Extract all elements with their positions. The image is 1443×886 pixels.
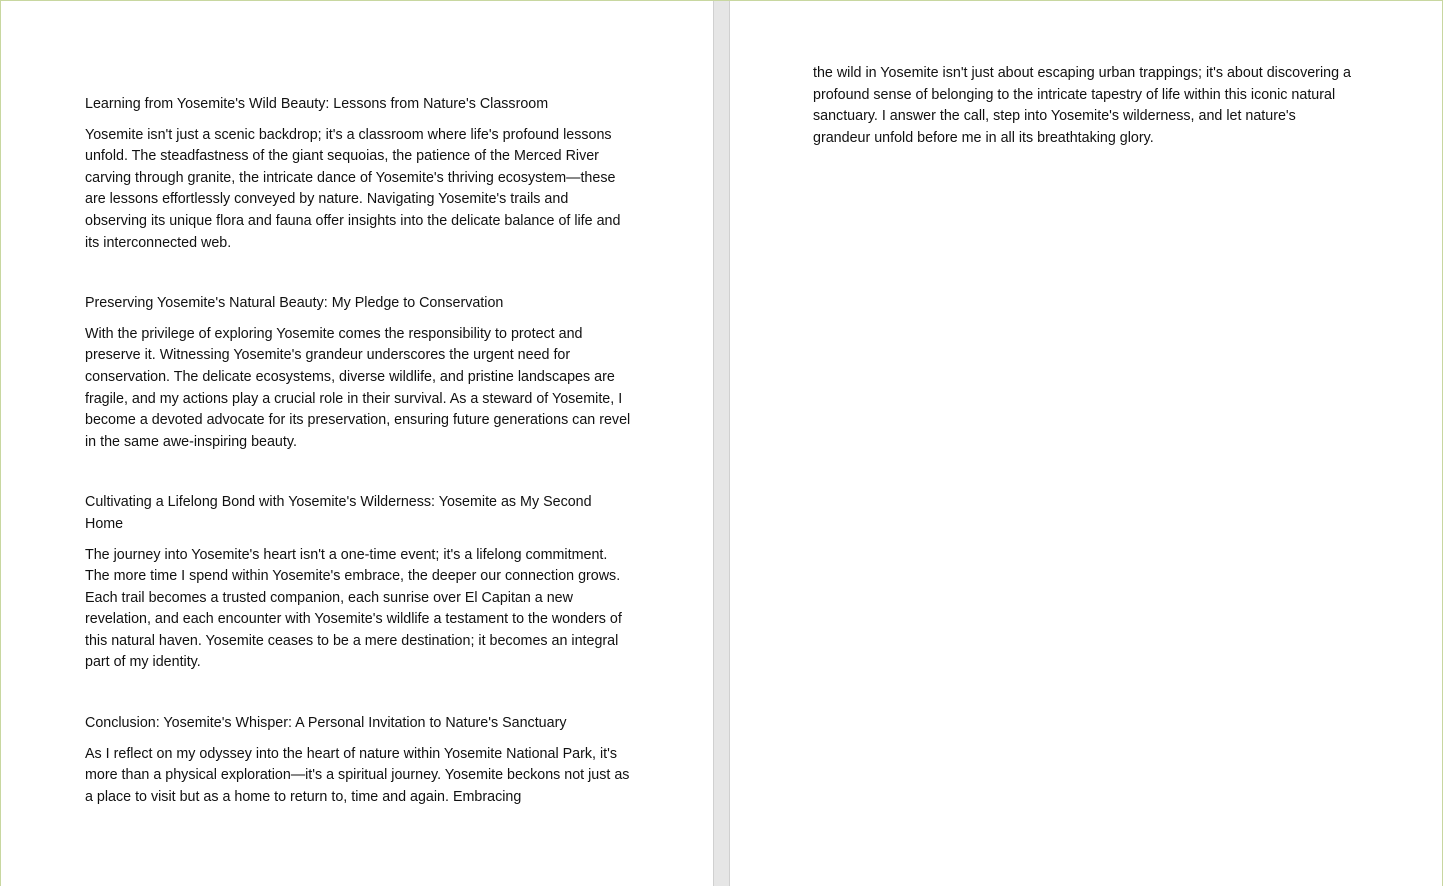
- section-heading: Cultivating a Lifelong Bond with Yosemite's Wilderness: Yosemite as My Second Home: [85, 494, 592, 532]
- section-cultivating: [85, 492, 633, 674]
- section-body: Yosemite isn't just a scenic backdrop; it's a classroom where life's profound lessons unfold. The steadfastness of the giant sequoias, the patience of the Merced River carving through granite, the intricate dance of Yosemite's thriving ecosystem—these are lessons effortlessly conveyed by nature. Navigating Yosemite's trails and observing its unique flora and fauna offer insights into the delicate balance of life and its interconnected web.: [85, 126, 621, 251]
- continuation-paragraph: the wild in Yosemite isn't just about escaping urban trappings; it's about discovering a profound sense of belonging to the intricate tapestry of life within this iconic natural sanctuary. I answer the call, step into Yosemite's wilderness, and let nature's grandeur unfold before me in all its breathtaking glory.: [813, 65, 1351, 146]
- section-body: With the privilege of exploring Yosemite comes the responsibility to protect and preserve it. Witnessing Yosemite's grandeur underscores the urgent need for conservation. The delicate ecosystems, diverse wildlife, and pristine landscapes are fragile, and my actions play a crucial role in their survival. As a steward of Yosemite, I become a devoted advocate for its preservation, ensuring future generations can revel in the same awe-inspiring beauty.: [85, 325, 631, 450]
- section-heading: Conclusion: Yosemite's Whisper: A Personal Invitation to Nature's Sanctuary: [85, 715, 567, 732]
- section-learning: [85, 94, 633, 254]
- section-body: The journey into Yosemite's heart isn't a one-time event; it's a lifelong commitment. The more time I spend within Yosemite's embrace, the deeper our connection grows. Each trail becomes a trusted companion, each sunrise over El Capitan a new revelation, and each encounter with Yosemite's wildlife a testament to the wonders of this natural haven. Yosemite ceases to be a mere destination; it becomes an integral part of my identity.: [85, 546, 622, 671]
- section-preserving: [85, 293, 633, 453]
- section-conclusion: [85, 713, 633, 808]
- section-heading: Preserving Yosemite's Natural Beauty: My Pledge to Conservation: [85, 295, 504, 312]
- document-page-1[interactable]: [0, 1, 713, 886]
- document-page-2[interactable]: [730, 1, 1443, 886]
- section-heading: Learning from Yosemite's Wild Beauty: Lessons from Nature's Classroom: [85, 96, 549, 112]
- section-body: As I reflect on my odyssey into the heart of nature within Yosemite National Park, it's more than a physical exploration—it's a spiritual journey. Yosemite beckons not just as a place to visit but as a home to return to, time and again. Embracing: [85, 745, 630, 805]
- page-gap-divider: [713, 1, 714, 886]
